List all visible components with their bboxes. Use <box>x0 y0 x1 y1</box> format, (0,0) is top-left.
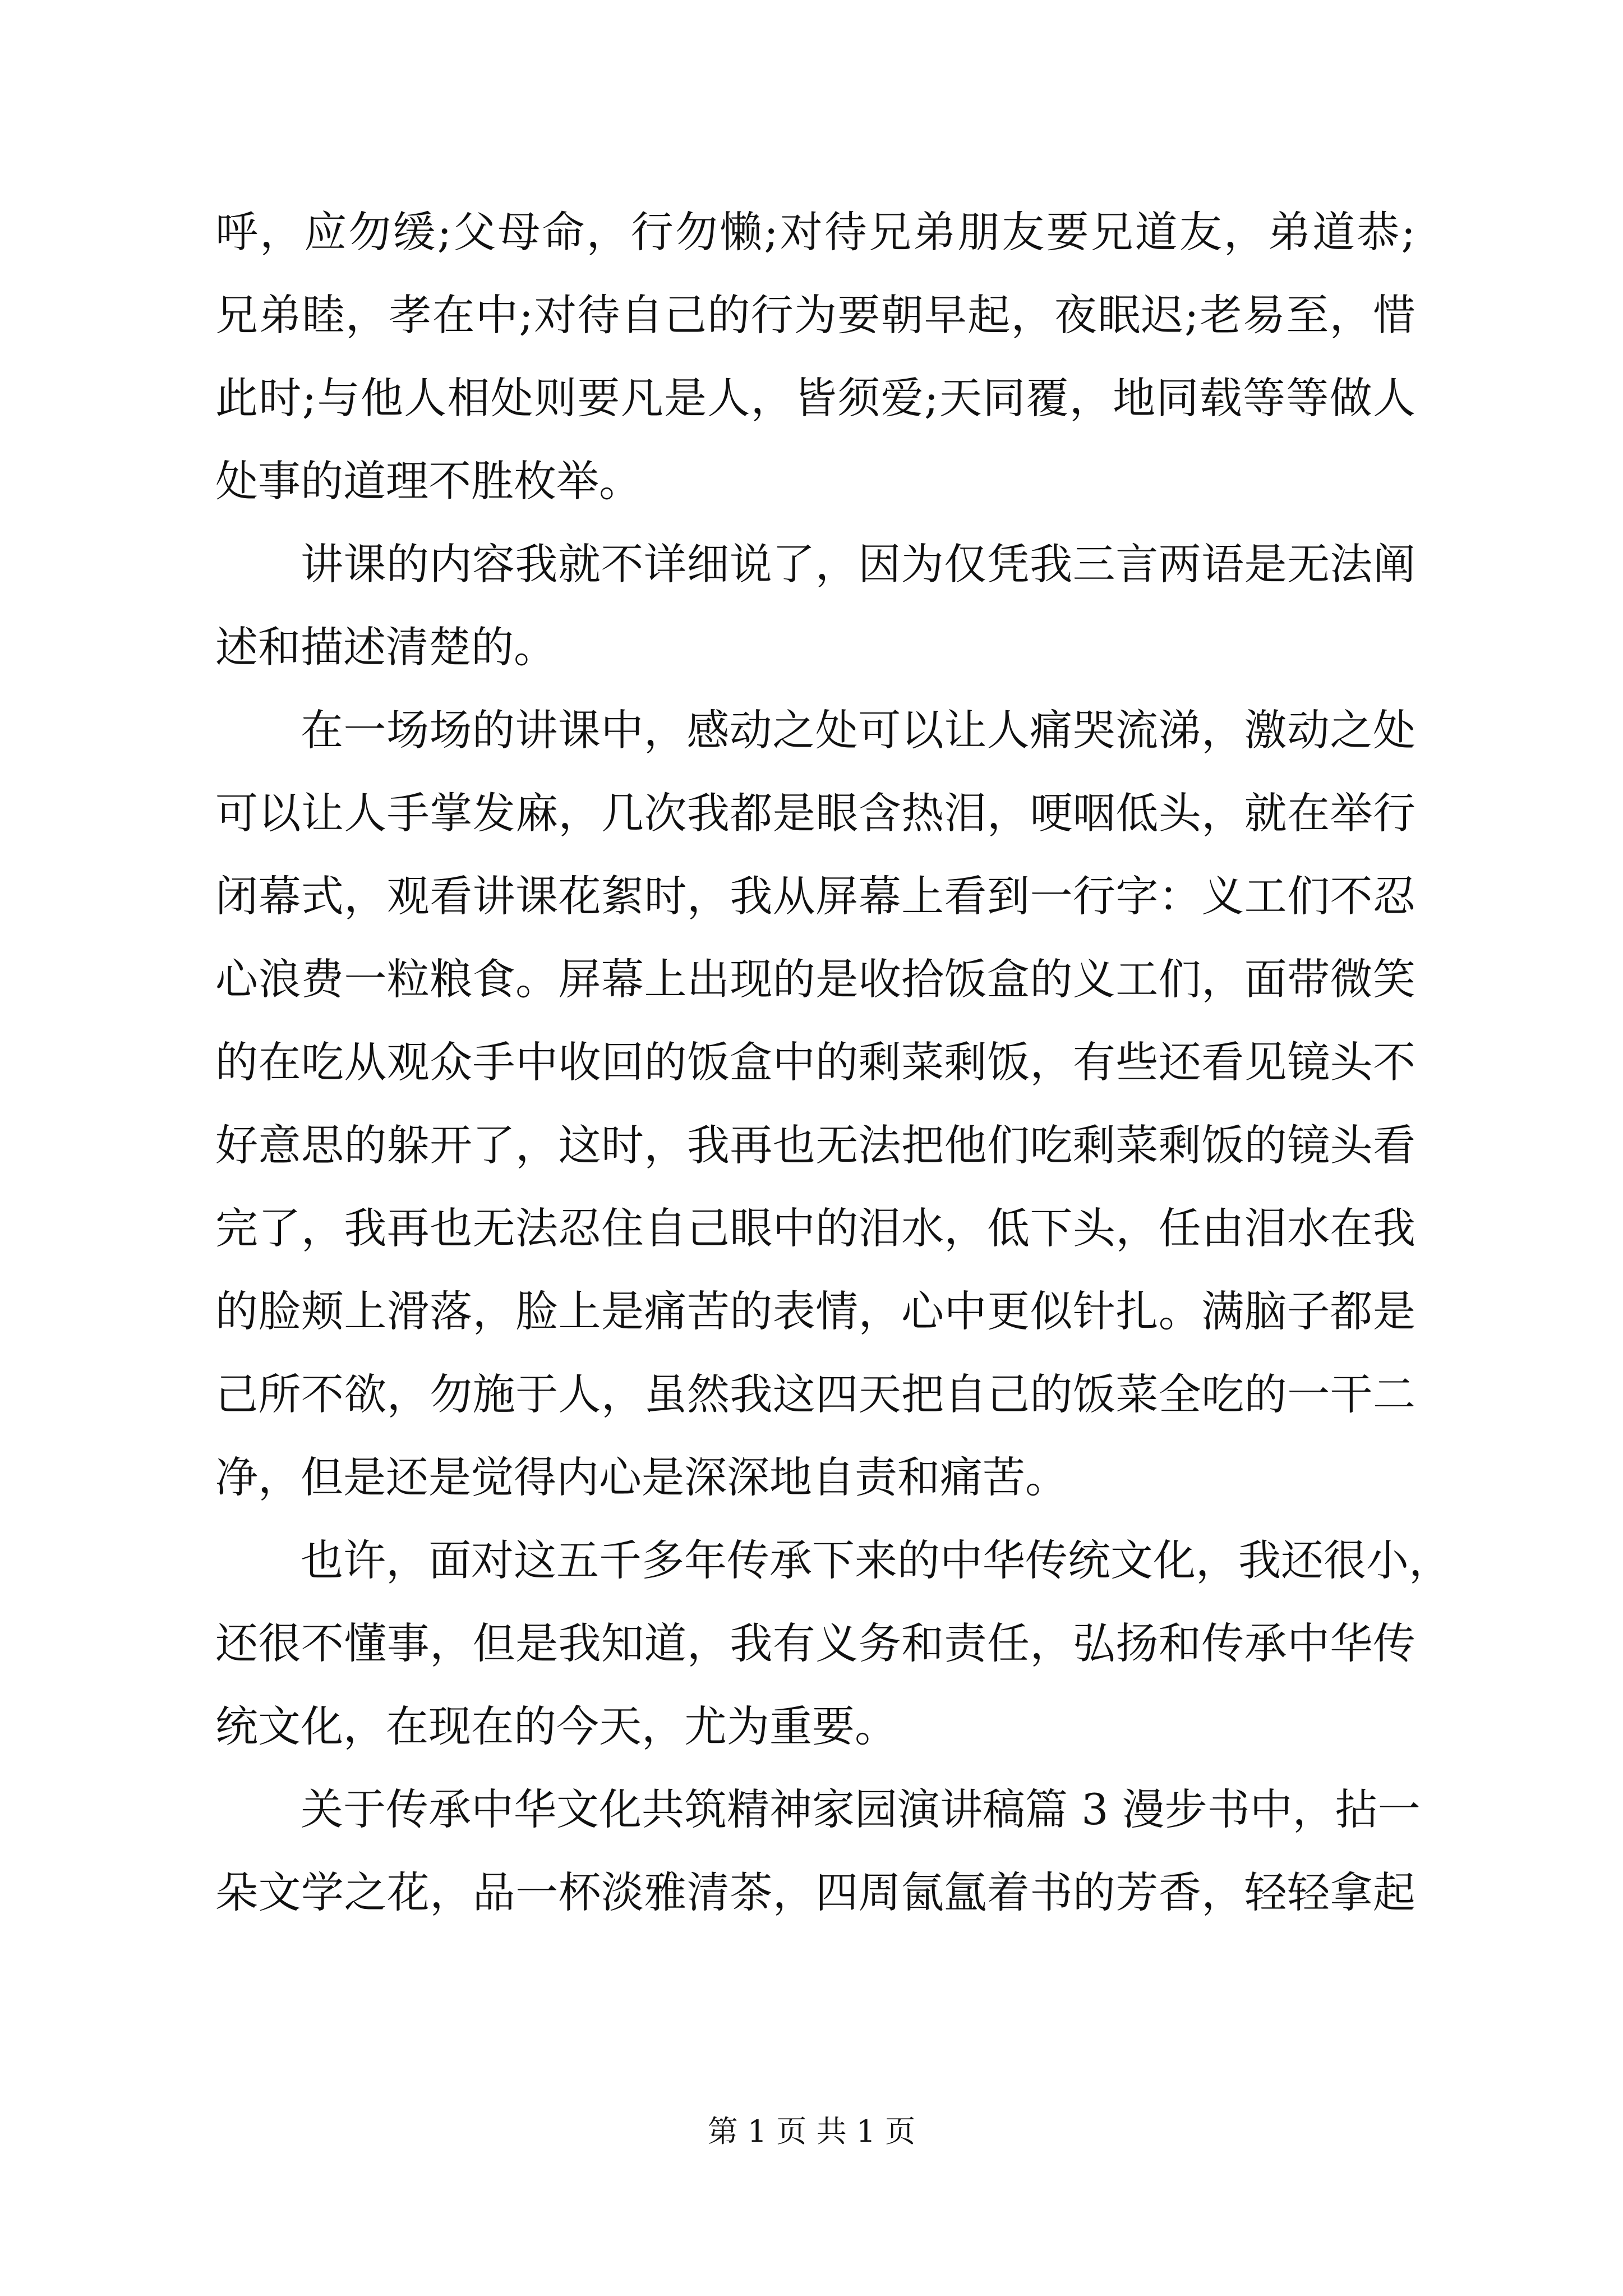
paragraph-3 <box>215 689 1415 1519</box>
text-line: 的脸颊上滑落，脸上是痛苦的表情，心中更似针扎。满脑子都是 <box>215 1286 1415 1336</box>
text-line: 心浪费一粒粮食。屏幕上出现的是收拾饭盒的义工们，面带微笑 <box>215 954 1415 1004</box>
text-line: 讲课的内容我就不详细说了，因为仅凭我三言两语是无法阐 <box>301 539 1415 589</box>
text-line: 关于传承中华文化共筑精神家园演讲稿篇 3 漫步书中，拈一 <box>301 1784 1421 1834</box>
text-line: 兄弟睦，孝在中;对待自己的行为要朝早起，夜眠迟;老易至，惜 <box>215 290 1415 340</box>
text-line: 还很不懂事，但是我知道，我有义务和责任，弘扬和传承中华传 <box>215 1618 1415 1668</box>
paragraph-1 <box>215 191 1415 523</box>
text-line: 好意思的躲开了，这时，我再也无法把他们吃剩菜剩饭的镜头看 <box>215 1120 1415 1170</box>
text-line: 也许，面对这五千多年传承下来的中华传统文化，我还很小， <box>301 1535 1451 1585</box>
paragraph-4 <box>215 1519 1451 1768</box>
text-line: 在一场场的讲课中，感动之处可以让人痛哭流涕，激动之处 <box>301 705 1415 755</box>
text-line: 可以让人手掌发麻，几次我都是眼含热泪，哽咽低头，就在举行 <box>215 788 1415 838</box>
text-line: 净，但是还是觉得内心是深深地自责和痛苦。 <box>215 1452 1068 1502</box>
text-line: 完了，我再也无法忍住自己眼中的泪水，低下头，任由泪水在我 <box>215 1203 1415 1253</box>
text-line: 统文化，在现在的今天，尤为重要。 <box>215 1701 897 1751</box>
text-line: 己所不欲，勿施于人，虽然我这四天把自己的饭菜全吃的一干二 <box>215 1369 1415 1419</box>
document-body <box>215 191 1451 1934</box>
text-line: 述和描述清楚的。 <box>215 622 556 672</box>
text-line: 处事的道理不胜枚举。 <box>215 456 642 506</box>
paragraph-2 <box>215 523 1415 689</box>
text-line: 的在吃从观众手中收回的饭盒中的剩菜剩饭，有些还看见镜头不 <box>215 1037 1415 1087</box>
text-line: 此时;与他人相处则要凡是人，皆须爱;天同覆，地同载等等做人 <box>215 373 1415 423</box>
page-footer: 第 1 页 共 1 页 <box>707 2114 916 2149</box>
text-line: 闭幕式，观看讲课花絮时，我从屏幕上看到一行字：义工们不忍 <box>215 871 1415 921</box>
paragraph-5 <box>215 1768 1421 1934</box>
text-line: 呼，应勿缓;父母命，行勿懒;对待兄弟朋友要兄道友，弟道恭; <box>215 207 1415 257</box>
text-line: 朵文学之花，品一杯淡雅清茶，四周氤氲着书的芳香，轻轻拿起 <box>215 1867 1415 1917</box>
